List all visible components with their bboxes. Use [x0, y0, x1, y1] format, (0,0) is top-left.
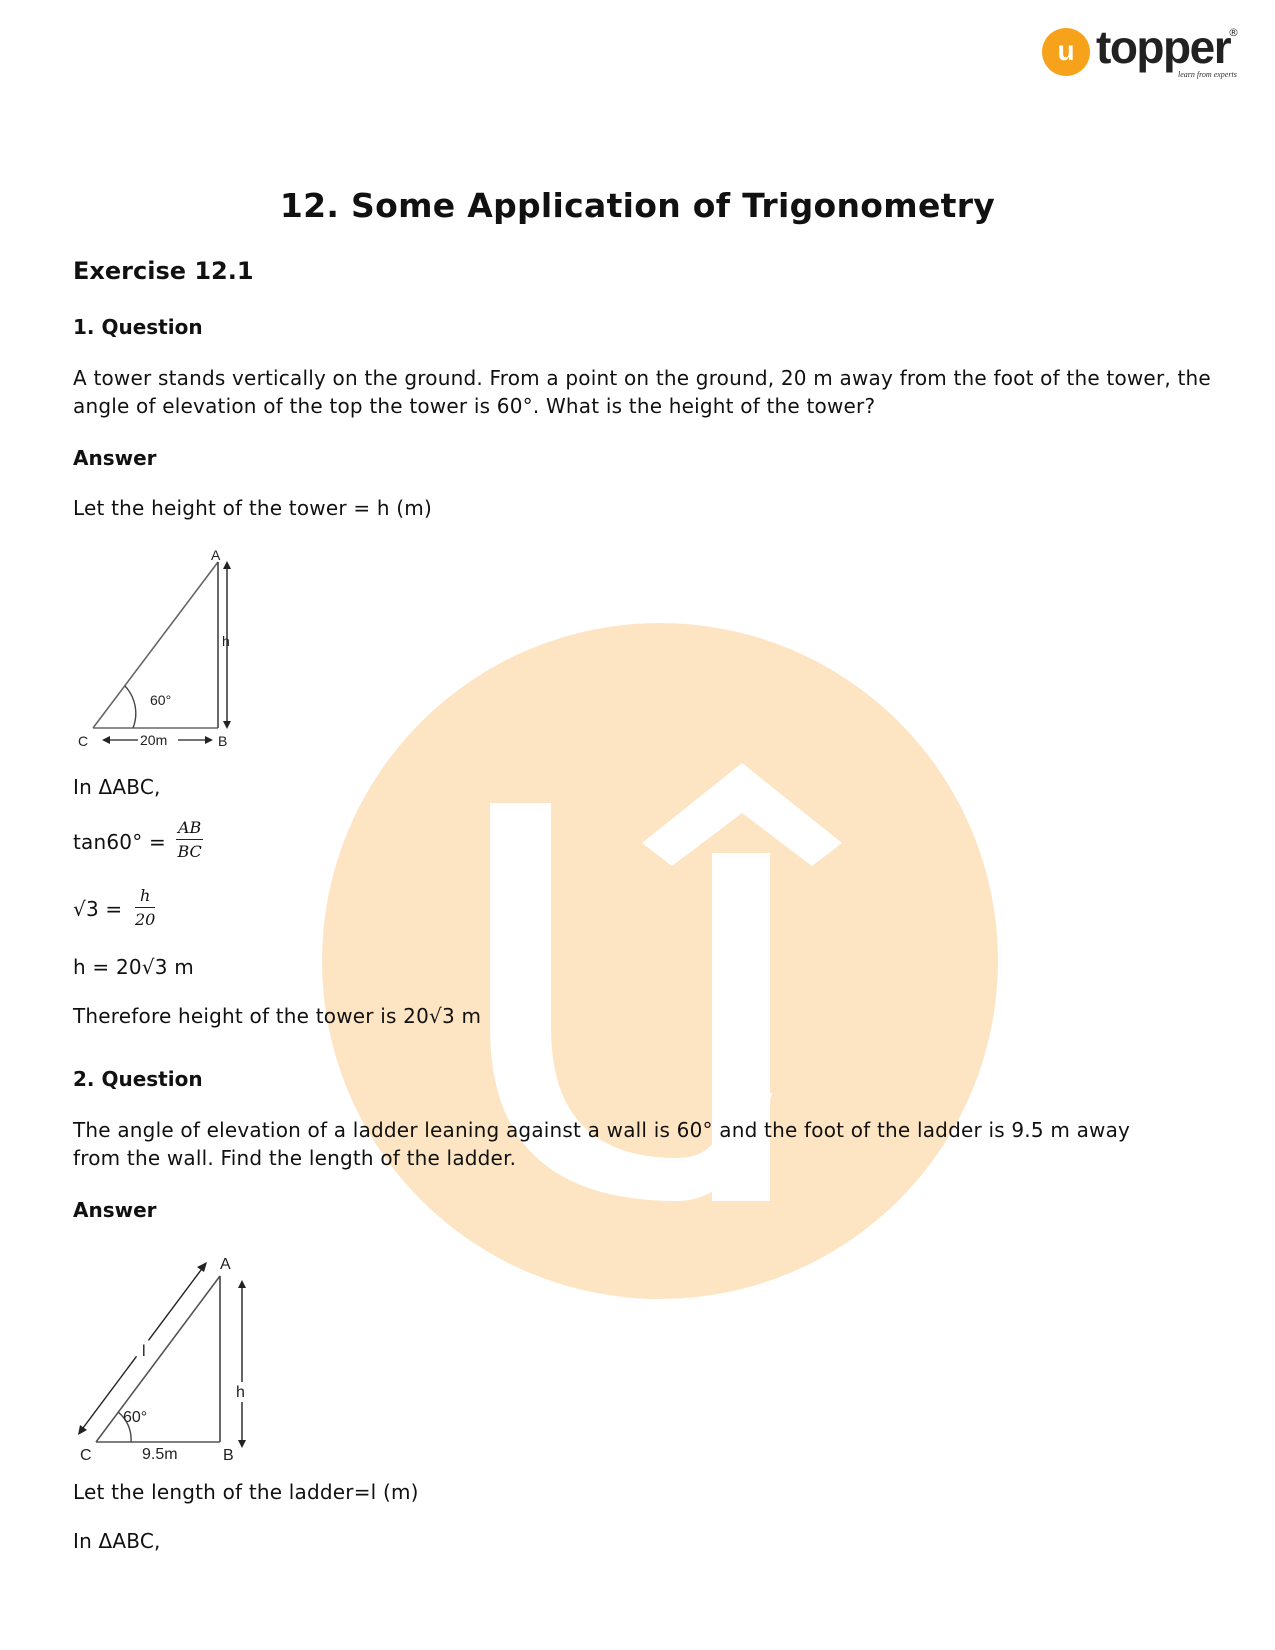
logo-wordmark: topper [1096, 21, 1231, 73]
answer-1-let: Let the height of the tower = h (m) [73, 496, 432, 520]
answer-1-conclusion: Therefore height of the tower is 20√3 m [73, 1004, 482, 1028]
exercise-heading: Exercise 12.1 [73, 257, 254, 285]
step-2-denominator: 20 [135, 910, 156, 929]
step-1-lhs: tan60° = [73, 830, 166, 854]
chapter-title: 12. Some Application of Trigonometry [279, 186, 996, 225]
step-1-numerator: AB [176, 818, 203, 840]
tower-base-label: 20m [140, 732, 168, 748]
ladder-angle-label: 60° [123, 1409, 148, 1426]
answer-2-in-triangle: In ΔABC, [73, 1529, 161, 1553]
answer-2-let: Let the length of the ladder=l (m) [73, 1480, 419, 1504]
ladder-length-label: l [142, 1343, 146, 1360]
tower-triangle-figure [76, 545, 256, 750]
answer-1-in-triangle: In ΔABC, [73, 775, 161, 799]
logo-mark-icon: u [1042, 28, 1090, 76]
question-1-heading: 1. Question [73, 315, 203, 339]
answer-1-label: Answer [73, 446, 157, 470]
step-1-fraction [176, 818, 203, 861]
ladder-vertex-b: B [223, 1447, 234, 1462]
question-2-heading: 2. Question [73, 1067, 203, 1091]
registered-mark: ® [1228, 26, 1239, 39]
step-2-lhs: √3 = [73, 897, 123, 921]
step-1-denominator: BC [177, 842, 202, 861]
answer-2-label: Answer [73, 1198, 157, 1222]
step-3: h = 20√3 m [73, 955, 194, 979]
step-2-numerator: h [135, 886, 155, 908]
logo-tagline: learn from experts [1178, 70, 1237, 79]
tower-vertex-b: B [218, 733, 228, 749]
tower-height-label: h [222, 633, 230, 649]
topper-logo[interactable] [1042, 21, 1242, 90]
tower-vertex-c: C [78, 733, 89, 749]
ladder-vertex-a: A [220, 1256, 231, 1273]
question-2-text: The angle of elevation of a ladder leaning against a wall is 60° and the foot of the ladder is 9.5 m away from the wall. Find the length of the ladder. [73, 1118, 1131, 1170]
step-2-fraction [135, 886, 155, 929]
question-1-text: A tower stands vertically on the ground. From a point on the ground, 20 m away from the foot of the tower, the angle of elevation of the top the tower is 60°. What is the height of the tower? [73, 366, 1211, 418]
tower-vertex-a: A [211, 547, 221, 563]
ladder-height-label: h [236, 1384, 245, 1401]
ladder-triangle-figure [76, 1252, 256, 1462]
watermark-logo-icon [322, 623, 998, 1299]
ladder-vertex-c: C [80, 1447, 92, 1462]
tower-angle-label: 60° [150, 692, 172, 708]
ladder-base-label: 9.5m [142, 1446, 178, 1462]
